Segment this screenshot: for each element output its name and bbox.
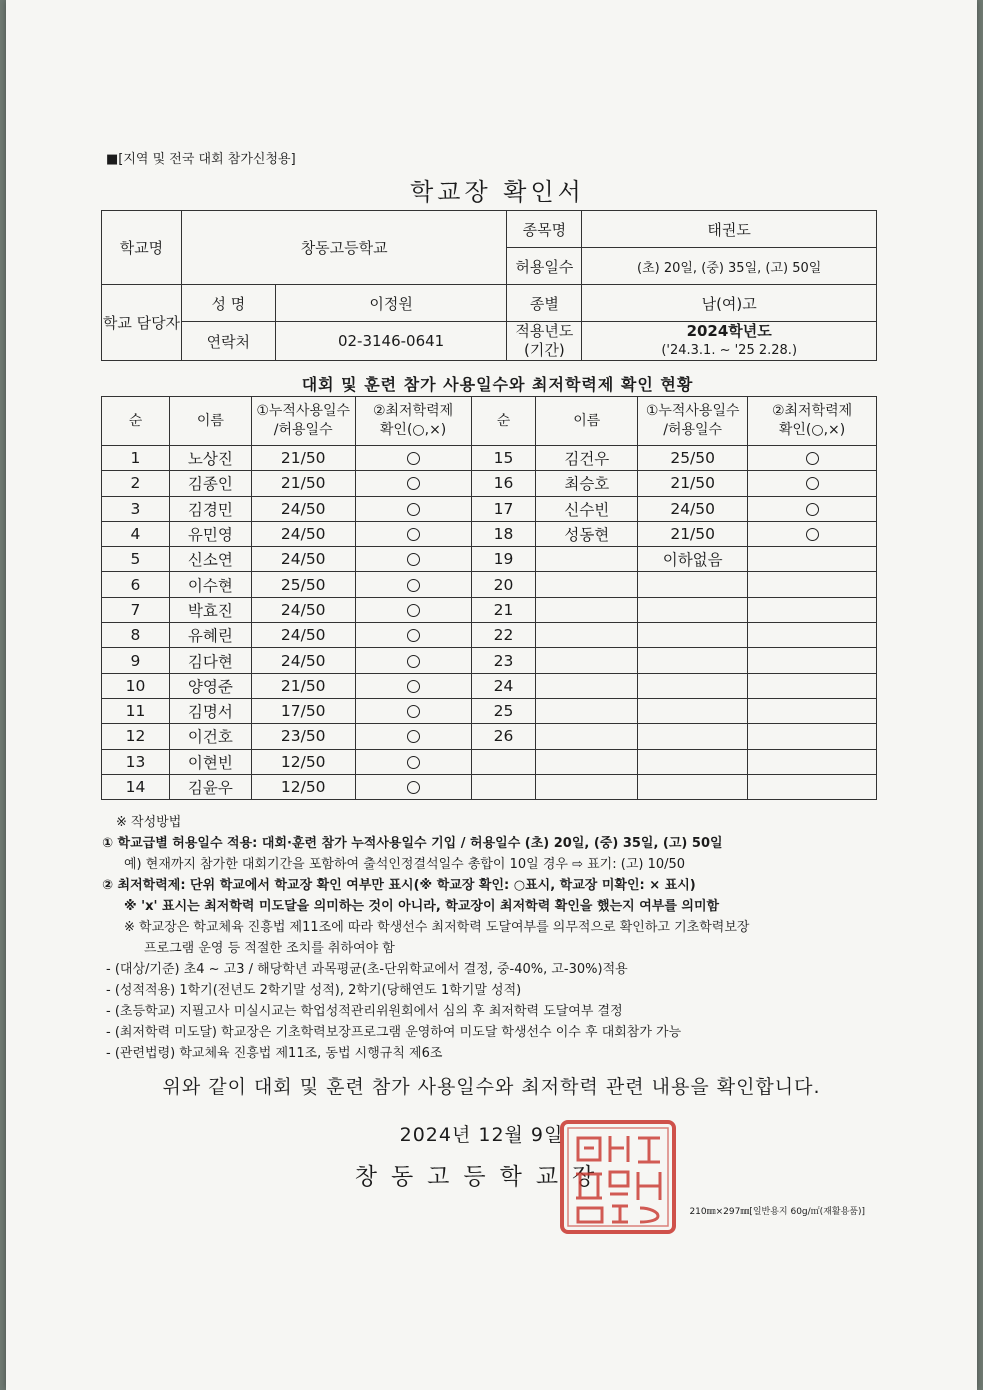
name-value: 이정원 xyxy=(275,285,507,322)
row-name: 유혜린 xyxy=(169,623,251,648)
row-days xyxy=(638,673,748,698)
method-line: - (최저학력 미도달) 학교장은 기초학력보장프로그램 운영하여 미도달 학생선수 이수 후 대회참가 가능 xyxy=(106,1025,682,1040)
row-no: 12 xyxy=(102,724,170,749)
row-days: 12/50 xyxy=(251,749,355,774)
row-name: 김다현 xyxy=(169,648,251,673)
name-label: 성 명 xyxy=(181,285,275,322)
info-table xyxy=(101,210,877,361)
row-min xyxy=(355,749,471,774)
row-days: 24/50 xyxy=(251,597,355,622)
paper-spec: 210㎜×297㎜[일반용지 60g/㎡(재활용품)] xyxy=(689,1207,865,1217)
row-min xyxy=(355,446,471,471)
row-no xyxy=(471,749,536,774)
contact-label: 연락처 xyxy=(181,322,275,361)
row-min xyxy=(355,648,471,673)
table-row xyxy=(102,749,877,774)
contact-value: 02-3146-0641 xyxy=(275,322,507,361)
row-name: 성동현 xyxy=(536,521,638,546)
row-no: 16 xyxy=(471,471,536,496)
row-no: 22 xyxy=(471,623,536,648)
table-row xyxy=(102,774,877,799)
row-min xyxy=(748,496,877,521)
row-name: 김경민 xyxy=(169,496,251,521)
table-row xyxy=(102,471,877,496)
row-days xyxy=(638,749,748,774)
row-min xyxy=(748,623,877,648)
header-days: ①누적사용일수 /허용일수 xyxy=(251,397,355,446)
table-row xyxy=(102,673,877,698)
row-days: 24/50 xyxy=(638,496,748,521)
circle-mark-icon xyxy=(407,756,420,769)
row-days: 21/50 xyxy=(251,673,355,698)
method-line: ② 최저학력제: 단위 학교에서 학교장 확인 여부만 표시(※ 학교장 확인: ○표시, 학교장 미확인: × 표시) xyxy=(102,878,696,893)
circle-mark-icon xyxy=(806,528,819,541)
row-days: 24/50 xyxy=(251,623,355,648)
row-name xyxy=(536,698,638,723)
row-name xyxy=(536,547,638,572)
method-line: 예) 현재까지 참가한 대회기간을 포함하여 출석인정결석일수 총합이 10일 경우 ⇨ 표기: (고) 10/50 xyxy=(124,857,686,872)
row-name: 이현빈 xyxy=(169,749,251,774)
row-min xyxy=(355,471,471,496)
row-min xyxy=(748,446,877,471)
row-min xyxy=(748,597,877,622)
circle-mark-icon xyxy=(806,503,819,516)
athlete-table xyxy=(101,396,877,800)
row-days: 24/50 xyxy=(251,521,355,546)
method-line: ※ 'x' 표시는 최저학력 미도달을 의미하는 것이 아니라, 학교장이 최저학력 확인을 했는지 여부를 의미함 xyxy=(124,899,720,914)
row-days: 24/50 xyxy=(251,648,355,673)
days-label: 허용일수 xyxy=(507,248,582,285)
method-line: - (관련법령) 학교체육 진흥법 제11조, 동법 시행규칙 제6조 xyxy=(106,1046,443,1061)
row-no: 20 xyxy=(471,572,536,597)
official-seal-icon xyxy=(558,1118,678,1236)
header-name: 이름 xyxy=(169,397,251,446)
year-value: 2024학년도 ('24.3.1. ~ '25 2.28.) xyxy=(582,322,877,361)
row-days xyxy=(638,597,748,622)
gender-label: 종별 xyxy=(507,285,582,322)
row-name: 김명서 xyxy=(169,698,251,723)
row-name xyxy=(536,774,638,799)
table-row xyxy=(102,446,877,471)
row-min xyxy=(355,673,471,698)
row-name xyxy=(536,597,638,622)
row-name: 신수빈 xyxy=(536,496,638,521)
row-min xyxy=(355,572,471,597)
manager-label: 학교 담당자 xyxy=(102,285,182,361)
row-min xyxy=(355,597,471,622)
row-min xyxy=(748,471,877,496)
row-name xyxy=(536,724,638,749)
header-name: 이름 xyxy=(536,397,638,446)
row-days: 12/50 xyxy=(251,774,355,799)
row-name xyxy=(536,749,638,774)
row-no: 1 xyxy=(102,446,170,471)
row-min xyxy=(748,673,877,698)
document-page xyxy=(6,0,977,1390)
row-name: 유민영 xyxy=(169,521,251,546)
table-row xyxy=(102,547,877,572)
row-no: 23 xyxy=(471,648,536,673)
row-days: 24/50 xyxy=(251,496,355,521)
school-label: 학교명 xyxy=(102,211,182,285)
method-line: ① 학교급별 허용일수 적용: 대회·훈련 참가 누적사용일수 기입 / 허용일수 (초) 20일, (중) 35일, (고) 50일 xyxy=(102,836,723,851)
circle-mark-icon xyxy=(407,452,420,465)
row-days: 23/50 xyxy=(251,724,355,749)
circle-mark-icon xyxy=(407,781,420,794)
row-no: 14 xyxy=(102,774,170,799)
circle-mark-icon xyxy=(407,528,420,541)
year-label: 적용년도 (기간) xyxy=(507,322,582,361)
method-line: ※ 학교장은 학교체육 진흥법 제11조에 따라 학생선수 최저학력 도달여부를 의무적으로 확인하고 기초학력보장 xyxy=(124,920,750,935)
date: 2024년 12월 9일 xyxy=(399,1124,564,1146)
table-row xyxy=(102,698,877,723)
row-days: 24/50 xyxy=(251,547,355,572)
circle-mark-icon xyxy=(407,629,420,642)
row-no: 25 xyxy=(471,698,536,723)
row-days: 17/50 xyxy=(251,698,355,723)
row-days: 25/50 xyxy=(251,572,355,597)
row-name xyxy=(536,648,638,673)
row-name: 최승호 xyxy=(536,471,638,496)
row-no: 10 xyxy=(102,673,170,698)
table-row xyxy=(102,496,877,521)
row-name: 노상진 xyxy=(169,446,251,471)
row-no: 9 xyxy=(102,648,170,673)
row-no: 19 xyxy=(471,547,536,572)
row-no: 2 xyxy=(102,471,170,496)
row-name xyxy=(536,572,638,597)
row-name: 이수현 xyxy=(169,572,251,597)
row-min xyxy=(355,623,471,648)
row-no: 4 xyxy=(102,521,170,546)
row-min xyxy=(355,698,471,723)
row-name: 이건호 xyxy=(169,724,251,749)
confirm-statement: 위와 같이 대회 및 훈련 참가 사용일수와 최저학력 관련 내용을 확인합니다. xyxy=(162,1076,821,1098)
instructions xyxy=(102,812,882,1064)
document-title: 학교장 확인서 xyxy=(410,178,585,206)
row-days xyxy=(638,623,748,648)
row-days xyxy=(638,572,748,597)
circle-mark-icon xyxy=(806,452,819,465)
row-days: 21/50 xyxy=(251,446,355,471)
row-days: 21/50 xyxy=(638,471,748,496)
gender-value: 남(여)고 xyxy=(582,285,877,322)
table-row xyxy=(102,724,877,749)
method-heading: ※ 작성방법 xyxy=(116,815,182,830)
principal-name: 창동고등학교장 xyxy=(354,1164,609,1190)
row-days xyxy=(638,724,748,749)
row-no: 13 xyxy=(102,749,170,774)
row-min xyxy=(355,774,471,799)
row-min xyxy=(748,698,877,723)
method-line: - (대상/기준) 초4 ~ 고3 / 해당학년 과목평균(초-단위학교에서 결정, 중-40%, 고-30%)적용 xyxy=(106,962,628,977)
row-min xyxy=(355,521,471,546)
row-name xyxy=(536,623,638,648)
row-min xyxy=(355,496,471,521)
table-row xyxy=(102,521,877,546)
row-min xyxy=(748,648,877,673)
circle-mark-icon xyxy=(407,705,420,718)
row-name: 김종인 xyxy=(169,471,251,496)
table-row xyxy=(102,623,877,648)
row-min xyxy=(355,547,471,572)
row-no: 26 xyxy=(471,724,536,749)
circle-mark-icon xyxy=(407,655,420,668)
row-name: 김건우 xyxy=(536,446,638,471)
method-line: 프로그램 운영 등 적절한 조치를 취하여야 함 xyxy=(144,941,395,956)
method-line: - (성적적용) 1학기(전년도 2학기말 성적), 2학기(당해연도 1학기말 성적) xyxy=(106,983,522,998)
row-days: 21/50 xyxy=(251,471,355,496)
circle-mark-icon xyxy=(407,579,420,592)
header-no: 순 xyxy=(471,397,536,446)
row-name: 김윤우 xyxy=(169,774,251,799)
circle-mark-icon xyxy=(806,477,819,490)
row-days xyxy=(638,648,748,673)
row-no: 7 xyxy=(102,597,170,622)
sport-label: 종목명 xyxy=(507,211,582,248)
row-no: 15 xyxy=(471,446,536,471)
row-min xyxy=(748,521,877,546)
row-days xyxy=(638,774,748,799)
method-line: - (초등학교) 지필고사 미실시교는 학업성적관리위원회에서 심의 후 최저학력 도달여부 결정 xyxy=(106,1004,623,1019)
section-title: 대회 및 훈련 참가 사용일수와 최저학력제 확인 현황 xyxy=(301,375,694,394)
sport-value: 태권도 xyxy=(582,211,877,248)
row-no: 24 xyxy=(471,673,536,698)
header-days: ①누적사용일수 /허용일수 xyxy=(638,397,748,446)
header-note: ■[지역 및 전국 대회 참가신청용] xyxy=(106,152,296,167)
row-days: 25/50 xyxy=(638,446,748,471)
row-min xyxy=(748,749,877,774)
row-name: 신소연 xyxy=(169,547,251,572)
row-no: 18 xyxy=(471,521,536,546)
circle-mark-icon xyxy=(407,553,420,566)
table-row xyxy=(102,572,877,597)
row-no: 21 xyxy=(471,597,536,622)
header-no: 순 xyxy=(102,397,170,446)
row-no: 17 xyxy=(471,496,536,521)
table-row xyxy=(102,597,877,622)
row-min xyxy=(748,724,877,749)
row-days: 21/50 xyxy=(638,521,748,546)
row-no: 6 xyxy=(102,572,170,597)
row-min xyxy=(748,572,877,597)
row-name xyxy=(536,673,638,698)
row-no: 5 xyxy=(102,547,170,572)
circle-mark-icon xyxy=(407,503,420,516)
days-value: (초) 20일, (중) 35일, (고) 50일 xyxy=(582,248,877,285)
circle-mark-icon xyxy=(407,680,420,693)
row-min xyxy=(355,724,471,749)
row-days xyxy=(638,698,748,723)
header-min: ②최저학력제 확인(○,×) xyxy=(748,397,877,446)
row-no: 3 xyxy=(102,496,170,521)
circle-mark-icon xyxy=(407,730,420,743)
row-name: 양영준 xyxy=(169,673,251,698)
circle-mark-icon xyxy=(407,604,420,617)
row-name: 박효진 xyxy=(169,597,251,622)
row-days: 이하없음 xyxy=(638,547,748,572)
row-no: 11 xyxy=(102,698,170,723)
row-min xyxy=(748,547,877,572)
school-name: 창동고등학교 xyxy=(181,211,507,285)
row-no xyxy=(471,774,536,799)
row-min xyxy=(748,774,877,799)
header-min: ②최저학력제 확인(○,×) xyxy=(355,397,471,446)
row-no: 8 xyxy=(102,623,170,648)
table-row xyxy=(102,648,877,673)
circle-mark-icon xyxy=(407,477,420,490)
